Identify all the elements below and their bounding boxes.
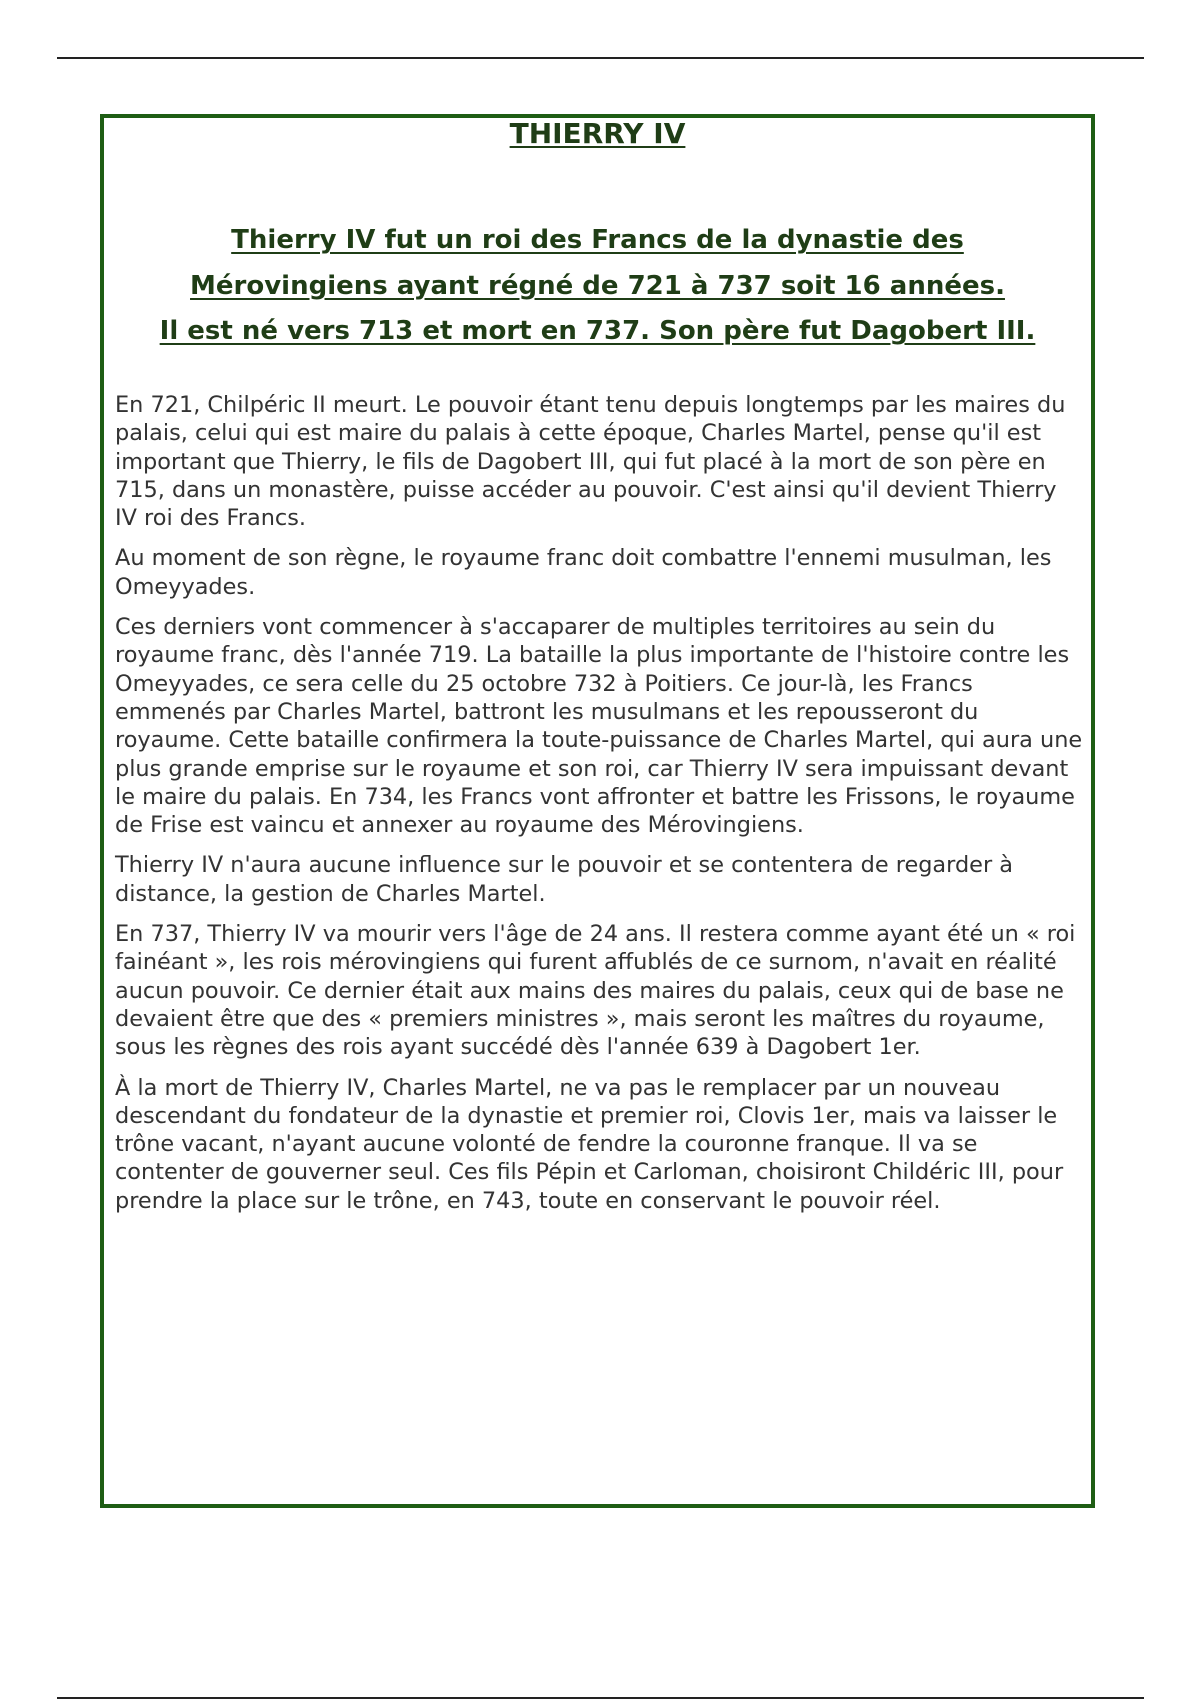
body-paragraph: En 737, Thierry IV va mourir vers l'âge de 24 ans. Il restera comme ayant été un « roi fainéant », les rois mérovingiens qui furent affublés de ce surnom, n'avait en réalité aucun pouvoir. Ce dernier était aux mains des maires du palais, ceux qui de base ne devaient être que des « premiers ministres », mais seront les maîtres du royaume, sous les règnes des rois ayant succédé dès l'année 639 à Dagobert 1er. [115,921,1076,1061]
body-paragraph: Au moment de son règne, le royaume franc doit combattre l'ennemi musulman, les Omeyyades. [115,545,1052,600]
intro-summary [104,218,1091,355]
body-paragraph: À la mort de Thierry IV, Charles Martel, ne va pas le remplacer par un nouveau descendant du fondateur de la dynastie et premier roi, Clovis 1er, mais va laisser le trône vacant, n'ayant aucune volonté de fendre la couronne franque. Il va se contenter de gouverner seul. Ces fils Pépin et Carloman, choisiront Childéric III, pour prendre la place sur le trône, en 743, toute en conservant le pouvoir réel. [115,1074,1064,1214]
footer-rule [57,1697,1144,1699]
article-body [115,391,1083,1227]
body-paragraph: Thierry IV n'aura aucune influence sur le pouvoir et se contentera de regarder à distance, la gestion de Charles Martel. [115,852,1013,907]
content-frame [100,114,1095,1508]
intro-line: Thierry IV fut un roi des Francs de la dynastie des [231,225,964,255]
header-rule [57,57,1144,59]
body-paragraph: Ces derniers vont commencer à s'accaparer de multiples territoires au sein du royaume franc, dès l'année 719. La bataille la plus importante de l'histoire contre les Omeyyades, ce sera celle du 25 octobre 732 à Poitiers. Ce jour-là, les Francs emmenés par Charles Martel, battront les musulmans et les repousseront du royaume. Cette bataille confirmera la toute-puissance de Charles Martel, qui aura une plus grande emprise sur le royaume et son roi, car Thierry IV sera impuissant devant le maire du palais. En 734, les Francs vont affronter et battre les Frissons, le royaume de Frise est vaincu et annexer au royaume des Mérovingiens. [115,614,1083,839]
page-title: THIERRY IV [509,117,686,150]
intro-line: Mérovingiens ayant régné de 721 à 737 soit 16 années. [190,270,1005,301]
intro-line: Il est né vers 713 et mort en 737. Son père fut Dagobert III. [159,316,1036,346]
body-paragraph: En 721, Chilpéric II meurt. Le pouvoir étant tenu depuis longtemps par les maires du palais, celui qui est maire du palais à cette époque, Charles Martel, pense qu'il est important que Thierry, le fils de Dagobert III, qui fut placé à la mort de son père en 715, dans un monastère, puisse accéder au pouvoir. C'est ainsi qu'il devient Thierry IV roi des Francs. [115,392,1066,532]
